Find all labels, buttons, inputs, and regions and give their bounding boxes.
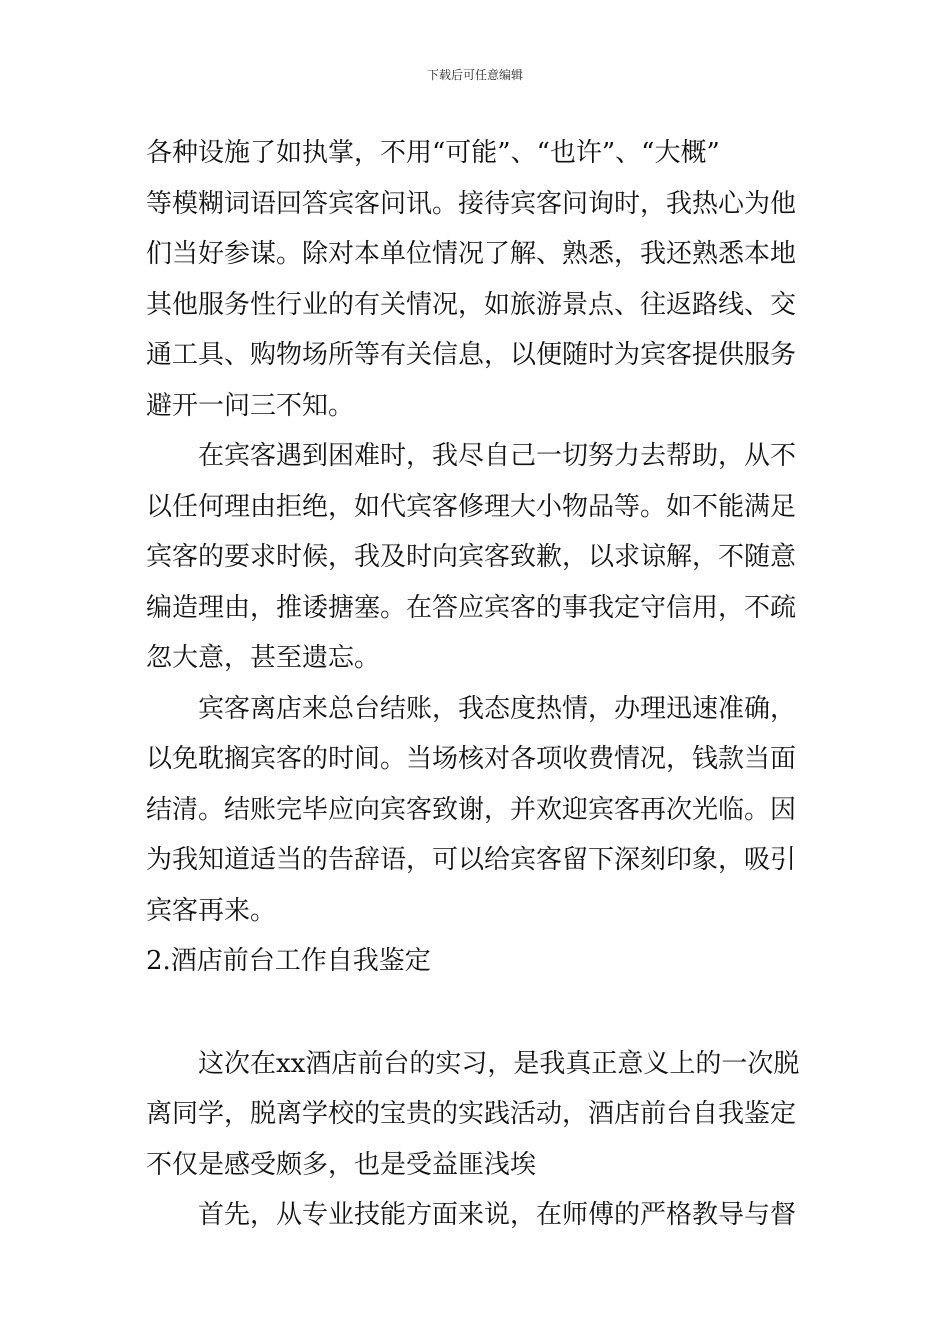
text-line: 宾客离店来总台结账，我态度热情，办理迅速准确，	[198, 693, 797, 724]
blank-line	[146, 987, 816, 1039]
text-line: 2.酒店前台工作自我鉴定	[146, 946, 431, 976]
text-line: 首先，从专业技能方面来说，在师傅的严格教导与督	[198, 1200, 797, 1230]
page-header: 下载后可任意编辑	[426, 68, 523, 82]
text-line: 避开一问三不知。	[146, 390, 355, 421]
text-line: 其他服务性行业的有关情况，如旅游景点、往返路线、交	[146, 289, 797, 320]
text-line: 结清。结账完毕应向宾客致谢，并欢迎宾客再次光临。因	[146, 794, 797, 825]
text-line: 各种设施了如执掌，不用“可能”、“也许”、“大概”	[146, 138, 720, 168]
text-line: 编造理由，推诿搪塞。在答应宾客的事我定守信用，不疏	[146, 592, 797, 623]
text-line: 忽大意，甚至遗忘。	[146, 643, 381, 673]
text-line: 等模糊词语回答宾客问讯。接待宾客问询时，我热心为他	[146, 188, 797, 219]
text-line: 不仅是感受颇多，也是受益匪浅埃	[146, 1149, 537, 1180]
text-line: 在宾客遇到困难时，我尽自己一切努力去帮助，从不	[198, 441, 797, 471]
text-line: 以任何理由拒绝，如代宾客修理大小物品等。如不能满足	[146, 491, 797, 522]
text-line: 以免耽搁宾客的时间。当场核对各项收费情况，钱款当面	[146, 744, 797, 774]
text-line: 们当好参谋。除对本单位情况了解、熟悉，我还熟悉本地	[146, 239, 797, 269]
text-line: 宾客的要求时候，我及时向宾客致歉，以求谅解，不随意	[146, 542, 797, 572]
text-line: 为我知道适当的告辞语，可以给宾客留下深刻印象，吸引	[146, 845, 797, 875]
text-line: 这次在xx酒店前台的实习，是我真正意义上的一次脱	[198, 1048, 800, 1079]
text-line: 离同学，脱离学校的宝贵的实践活动，酒店前台自我鉴定	[146, 1099, 797, 1129]
text-line: 通工具、购物场所等有关信息，以便随时为宾客提供服务	[146, 340, 797, 370]
text-line: 宾客再来。	[146, 895, 277, 926]
document-body	[146, 128, 816, 1241]
